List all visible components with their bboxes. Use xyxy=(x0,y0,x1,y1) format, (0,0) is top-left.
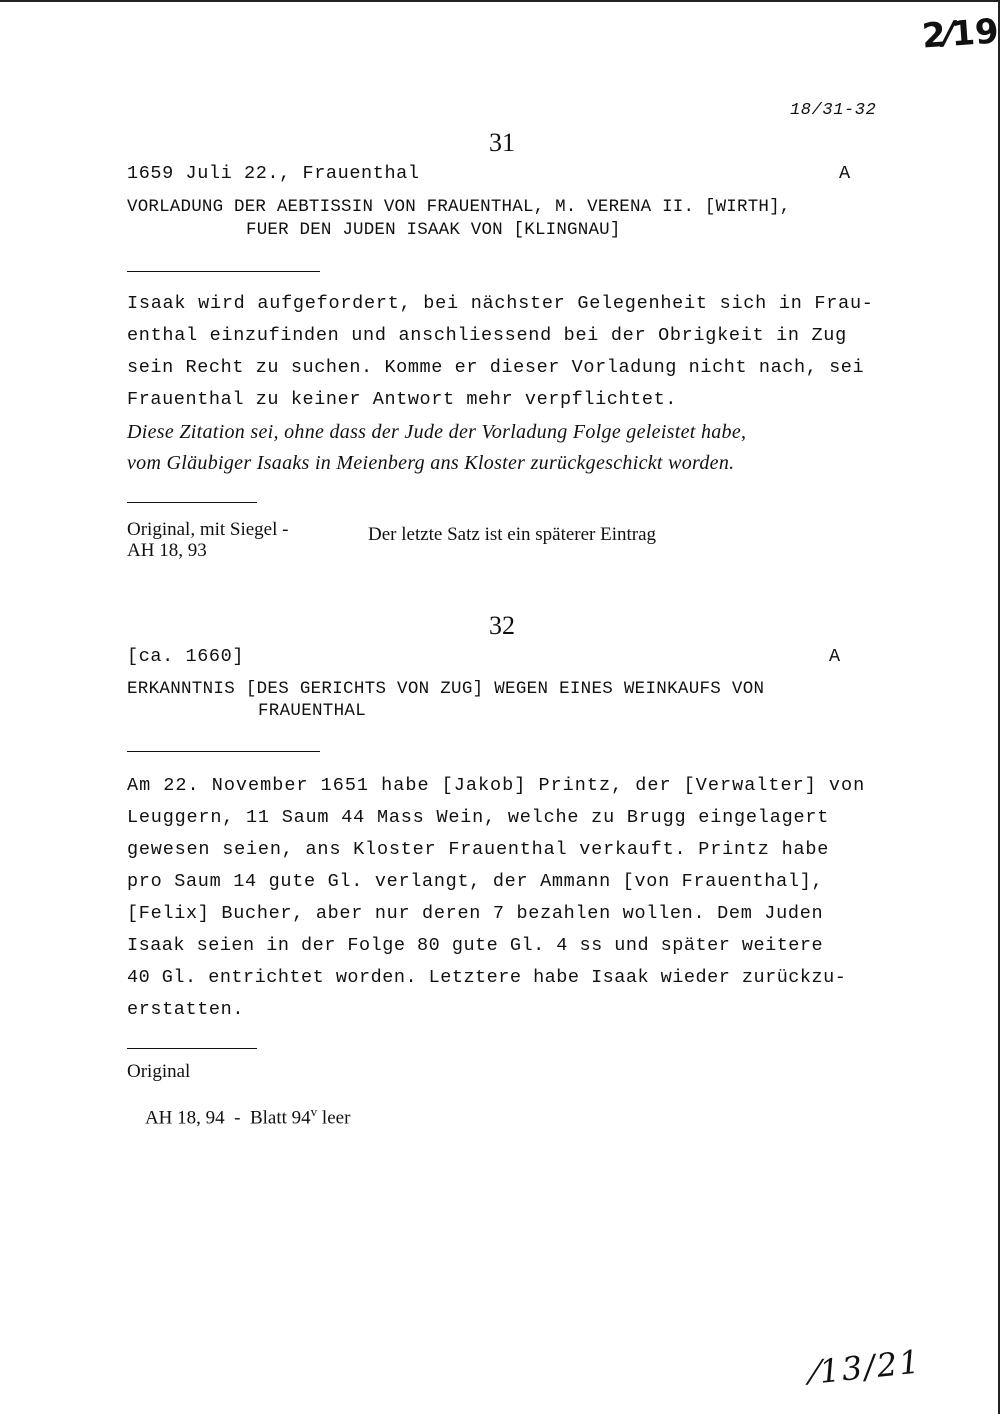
divider-rule xyxy=(127,271,320,272)
body-line: gewesen seien, ans Kloster Frauenthal verkauft. Printz habe xyxy=(127,839,830,860)
verso-superscript: v xyxy=(310,1104,318,1119)
document-type-marker: A xyxy=(839,163,851,184)
page-mark-handwritten: 2⁄19 xyxy=(920,11,1000,57)
document-date-place: [ca. 1660] xyxy=(127,646,245,667)
body-line: sein Recht zu suchen. Komme er dieser Vorladung nicht nach, sei xyxy=(127,357,865,378)
later-entry-line: Diese Zitation sei, ohne dass der Jude der Vorladung Folge geleistet habe, xyxy=(127,421,747,443)
document-number: 31 xyxy=(489,128,515,157)
document-title-continued: FUER DEN JUDEN ISAAK VON [KLINGNAU] xyxy=(246,220,621,240)
body-line: Am 22. November 1651 habe [Jakob] Printz, der [Verwalter] von xyxy=(127,775,866,796)
body-line: Leuggern, 11 Saum 44 Mass Wein, welche zu Brugg eingelagert xyxy=(127,807,830,828)
source-archive-ref-suffix: leer xyxy=(317,1107,351,1129)
body-line: Isaak wird aufgefordert, bei nächster Gelegenheit sich in Frau- xyxy=(127,293,874,314)
scan-border-top xyxy=(0,0,1000,2)
body-line: [Felix] Bucher, aber nur deren 7 bezahlen wollen. Dem Juden xyxy=(127,903,824,924)
document-number: 32 xyxy=(489,611,515,640)
reference-number: 18/31-32 xyxy=(790,101,877,120)
source-line: Original xyxy=(127,1061,191,1082)
source-archive-ref: AH 18, 93 xyxy=(127,540,207,561)
divider-rule xyxy=(127,1048,257,1049)
document-date-place: 1659 Juli 22., Frauenthal xyxy=(127,163,420,184)
document-title: VORLADUNG DER AEBTISSIN VON FRAUENTHAL, M. VERENA II. [WIRTH], xyxy=(127,197,791,217)
source-note: Der letzte Satz ist ein späterer Eintrag xyxy=(368,524,657,545)
body-line: enthal einzufinden und anschliessend bei der Obrigkeit in Zug xyxy=(127,325,847,346)
source-archive-ref xyxy=(127,1082,350,1151)
divider-rule xyxy=(127,502,257,503)
body-line: Isaak seien in der Folge 80 gute Gl. 4 ss und später weitere xyxy=(127,935,824,956)
divider-rule xyxy=(127,751,320,752)
document-type-marker: A xyxy=(829,646,841,667)
body-line: Frauenthal zu keiner Antwort mehr verpflichtet. xyxy=(127,389,677,410)
source-archive-ref-text: AH 18, 94 - Blatt 94 xyxy=(144,1107,311,1129)
later-entry-line: vom Gläubiger Isaaks in Meienberg ans Kloster zurückgeschickt worden. xyxy=(127,452,735,474)
body-line: 40 Gl. entrichtet worden. Letztere habe Isaak wieder zurückzu- xyxy=(127,967,847,988)
document-title: ERKANNTNIS [DES GERICHTS VON ZUG] WEGEN EINES WEINKAUFS VON xyxy=(127,679,765,699)
document-title-continued: FRAUENTHAL xyxy=(258,701,367,721)
body-line: pro Saum 14 gute Gl. verlangt, der Ammann [von Frauenthal], xyxy=(127,871,824,892)
body-line: erstatten. xyxy=(127,999,245,1020)
footer-mark-handwritten: ⁄13/21 xyxy=(810,1342,924,1392)
source-line: Original, mit Siegel - xyxy=(127,519,289,540)
